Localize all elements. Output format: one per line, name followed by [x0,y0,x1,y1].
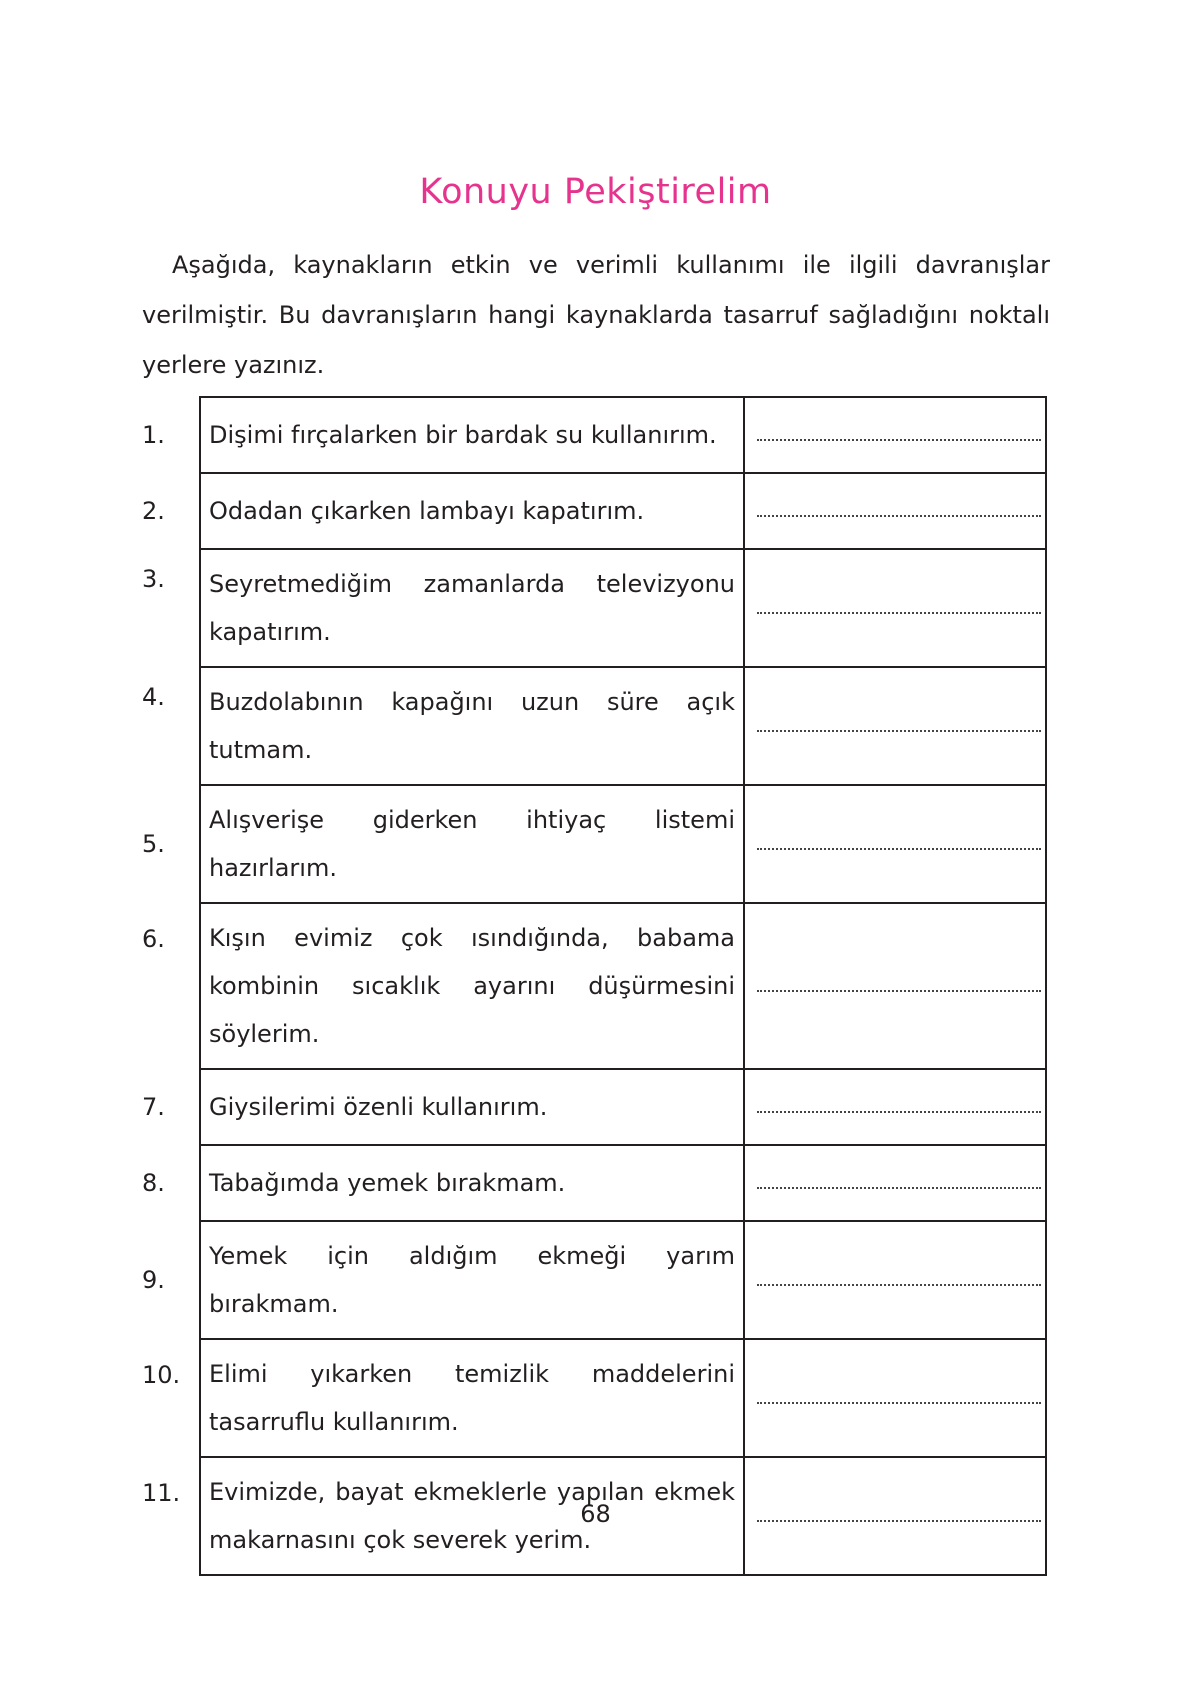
answer-field[interactable] [744,397,1046,473]
behavior-text: Alışverişe giderken ihtiyaç listemi hazırlarım. [200,785,744,903]
table-row [142,397,1046,473]
table-row [142,667,1046,785]
behavior-text: Yemek için aldığım ekmeği yarım bırakmam. [200,1221,744,1339]
item-number: 2. [142,497,165,525]
item-number: 11. [142,1479,181,1507]
item-number: 7. [142,1093,165,1121]
item-number: 6. [142,925,165,953]
behavior-text: Evimizde, bayat ekmeklerle yapılan ekmek makarnasını çok severek yerim. [200,1457,744,1575]
table-row [142,903,1046,1069]
answer-field[interactable] [744,1069,1046,1145]
answer-dotted-line [757,610,1041,614]
page-title: Konuyu Pekiştirelim [419,172,772,212]
answer-field[interactable] [744,903,1046,1069]
behavior-text: Seyretmediğim zamanlarda televizyonu kapatırım. [200,549,744,667]
behavior-text: Dişimi fırçalarken bir bardak su kullanırım. [200,397,744,473]
answer-dotted-line [757,988,1041,992]
table-row [142,549,1046,667]
table-row [142,1069,1046,1145]
answer-dotted-line [757,513,1041,517]
answer-field[interactable] [744,1339,1046,1457]
answer-dotted-line [757,728,1041,732]
behavior-text: Tabağımda yemek bırakmam. [200,1145,744,1221]
answer-field[interactable] [744,667,1046,785]
table-row [142,1221,1046,1339]
answer-field[interactable] [744,1221,1046,1339]
answer-field[interactable] [744,549,1046,667]
behavior-text: Elimi yıkarken temizlik maddelerini tasarruflu kullanırım. [200,1339,744,1457]
worksheet-table [142,396,1047,1576]
table-row [142,1339,1046,1457]
item-number: 10. [142,1361,181,1389]
page-number: 68 [580,1500,611,1528]
item-number: 8. [142,1169,165,1197]
behavior-text: Buzdolabının kapağını uzun süre açık tutmam. [200,667,744,785]
item-number: 3. [142,565,165,593]
table-row [142,785,1046,903]
item-number: 9. [142,1266,165,1294]
answer-field[interactable] [744,785,1046,903]
answer-dotted-line [757,1109,1041,1113]
item-number: 4. [142,683,165,711]
item-number: 5. [142,830,165,858]
table-row [142,1145,1046,1221]
behavior-text: Giysilerimi özenli kullanırım. [200,1069,744,1145]
answer-dotted-line [757,1185,1041,1189]
table-row [142,473,1046,549]
answer-dotted-line [757,437,1041,441]
behavior-text: Odadan çıkarken lambayı kapatırım. [200,473,744,549]
answer-dotted-line [757,1400,1041,1404]
answer-dotted-line [757,846,1041,850]
instructions: Aşağıda, kaynakların etkin ve verimli kullanımı ile ilgili davranışlar verilmiştir. Bu davranışların hangi kaynaklarda tasarruf sağladığını noktalı yerlere yazınız. [142,251,1050,379]
behavior-text: Kışın evimiz çok ısındığında, babama kombinin sıcaklık ayarını düşürmesini söylerim. [200,903,744,1069]
answer-field[interactable] [744,473,1046,549]
answer-field[interactable] [744,1145,1046,1221]
item-number: 1. [142,421,165,449]
answer-dotted-line [757,1282,1041,1286]
